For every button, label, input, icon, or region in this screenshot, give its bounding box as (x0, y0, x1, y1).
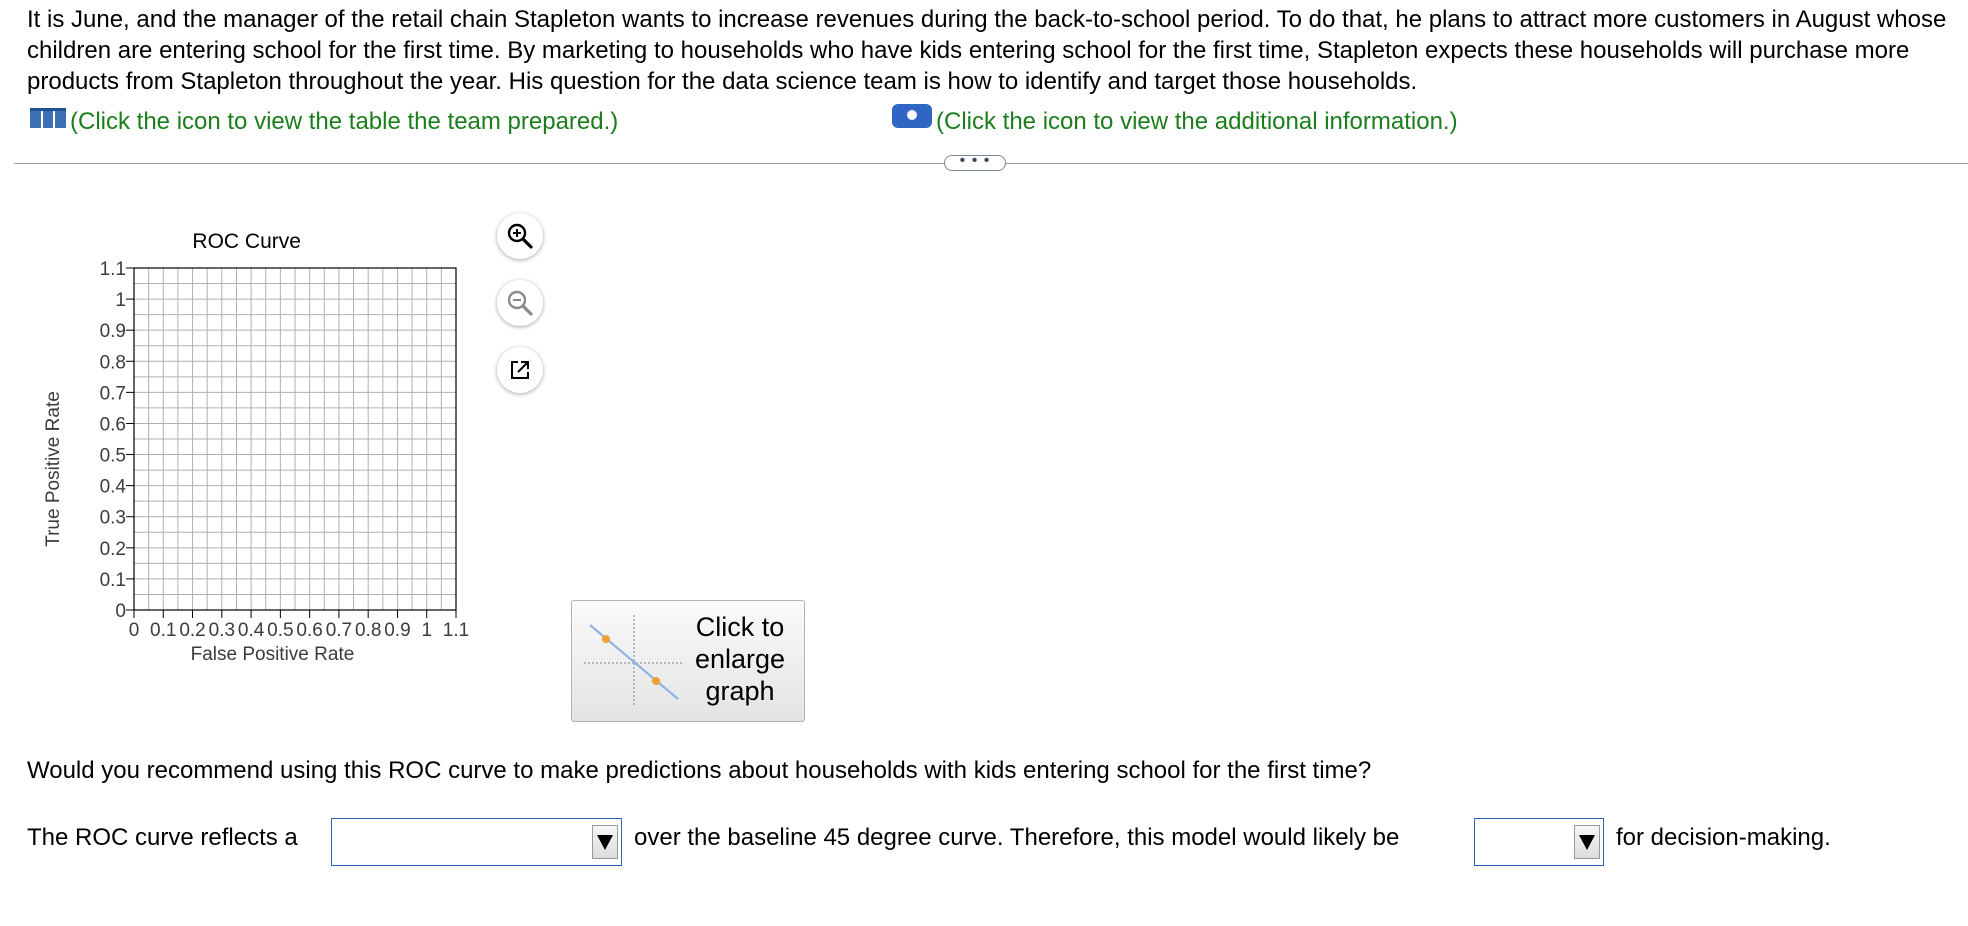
graph-thumbnail-icon (584, 613, 684, 709)
x-tick-label: 0.6 (296, 620, 323, 641)
x-tick-label: 0.3 (208, 620, 236, 641)
y-tick-label: 0.3 (99, 507, 126, 529)
enlarge-graph-label: Click to enlarge graph (694, 612, 786, 706)
x-axis-label: False Positive Rate (190, 644, 355, 665)
question-text: Would you recommend using this ROC curve to make predictions about households with kids entering school for the first time? (27, 757, 1372, 784)
expand-more-button[interactable]: • • • (944, 155, 1006, 171)
info-icon[interactable] (892, 104, 932, 128)
x-tick-label: 0.2 (179, 620, 206, 641)
dropdown-arrow-icon[interactable] (1574, 825, 1600, 859)
y-tick-label: 0 (115, 601, 126, 622)
dropdown-arrow-icon[interactable] (592, 825, 618, 859)
answer-part-3: for decision-making. (1616, 824, 1831, 851)
x-tick-label: 1.1 (442, 620, 470, 641)
table-link[interactable] (30, 108, 618, 136)
zoom-in-icon (506, 222, 534, 250)
external-link-icon (508, 358, 532, 382)
y-tick-label: 0.5 (99, 445, 126, 467)
x-tick-label: 0.9 (384, 620, 411, 641)
answer-part-2: over the baseline 45 degree curve. Therefore, this model would likely be (634, 824, 1400, 851)
table-icon[interactable] (30, 108, 66, 128)
y-tick-label: 1 (115, 290, 126, 312)
zoom-out-button[interactable] (497, 280, 543, 326)
x-tick-label: 0.4 (237, 620, 265, 641)
y-tick-label: 1.1 (99, 259, 126, 280)
x-tick-label: 0.1 (150, 620, 177, 641)
y-tick-label: 0.1 (99, 569, 126, 591)
info-link[interactable] (892, 104, 1458, 136)
roc-chart-svg (30, 220, 480, 680)
x-tick-label: 0.5 (267, 620, 294, 641)
roc-chart (30, 220, 480, 680)
enlarge-graph-button[interactable] (571, 600, 805, 722)
popout-button[interactable] (497, 347, 543, 393)
y-tick-label: 0.8 (99, 352, 126, 374)
y-tick-label: 0.4 (99, 476, 126, 498)
zoom-out-icon (506, 289, 534, 317)
usefulness-dropdown[interactable] (1474, 818, 1604, 866)
problem-statement: It is June, and the manager of the retail chain Stapleton wants to increase revenues during the back-to-school period. To do that, he plans to attract more customers in August whose children are entering school for the first time. By marketing to households who have kids entering school for the first time, Stapleton expects these households will purchase more products from Stapleton throughout the year. His question for the data science team is how to identify and target those households. (27, 6, 1947, 95)
improvement-dropdown[interactable] (331, 818, 622, 866)
y-tick-label: 0.7 (99, 383, 126, 405)
x-tick-label: 0 (128, 620, 140, 641)
y-tick-label: 0.2 (99, 538, 126, 560)
links-row (30, 104, 1930, 135)
info-link-text[interactable]: (Click the icon to view the additional information.) (936, 108, 1458, 135)
x-tick-label: 0.7 (325, 620, 353, 641)
y-tick-label: 0.6 (99, 414, 126, 436)
y-tick-label: 0.9 (99, 321, 126, 343)
y-axis-label: True Positive Rate (43, 391, 64, 547)
chart-title: ROC Curve (192, 230, 301, 253)
table-link-text[interactable]: (Click the icon to view the table the team prepared.) (70, 108, 619, 135)
x-tick-label: 1 (421, 620, 433, 641)
zoom-in-button[interactable] (497, 213, 543, 259)
x-tick-label: 0.8 (354, 620, 382, 641)
answer-part-1: The ROC curve reflects a (27, 824, 298, 851)
